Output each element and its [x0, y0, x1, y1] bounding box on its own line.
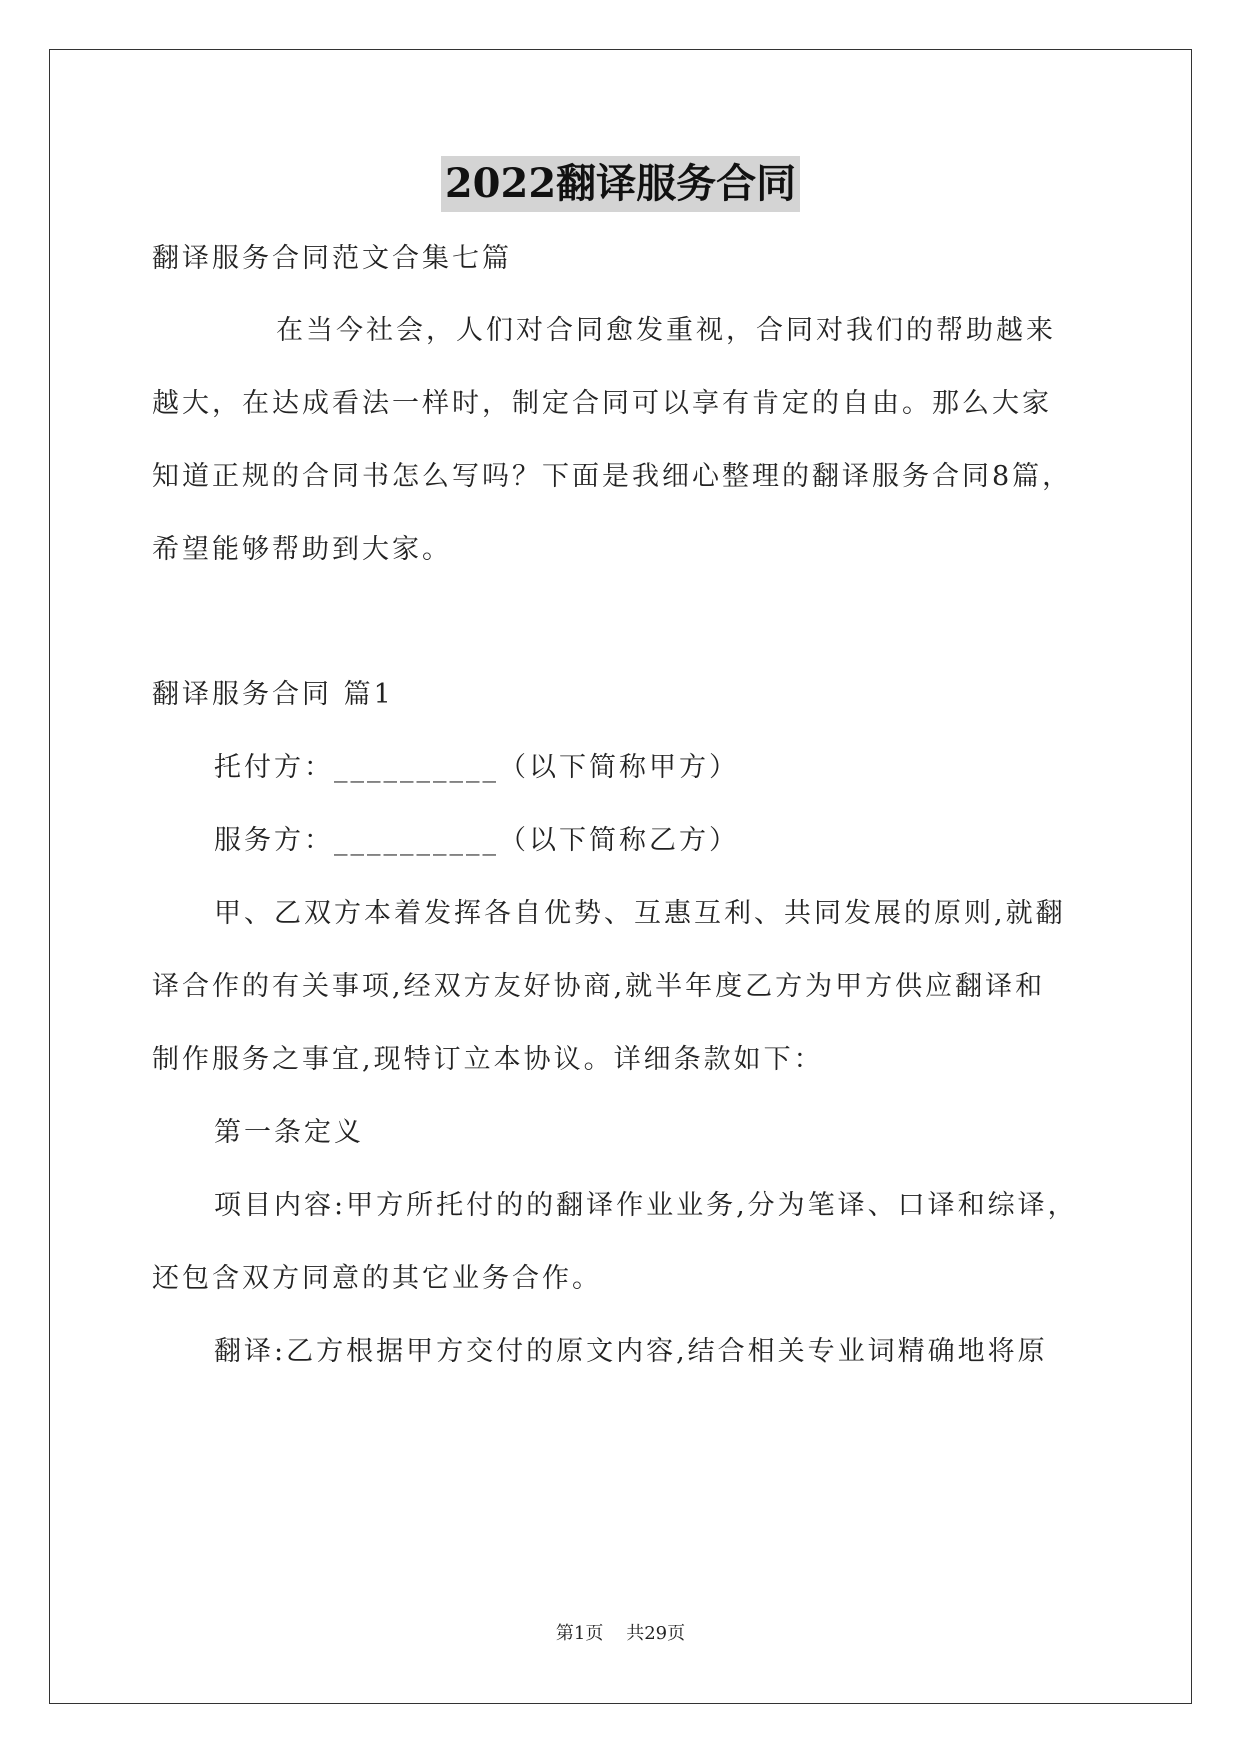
page-border: [49, 49, 1192, 1704]
title-container: [0, 156, 1241, 212]
party-a-line: 托付方：__________（以下简称甲方）: [214, 752, 739, 783]
intro-line-1: 在当今社会，人们对合同愈发重视，合同对我们的帮助越来: [276, 315, 1056, 346]
document-title: 2022翻译服务合同: [441, 156, 800, 212]
article-one-heading: 第一条定义: [214, 1117, 364, 1148]
section-heading: 翻译服务合同 篇1: [152, 679, 394, 710]
intro-line-4: 希望能够帮助到大家。: [152, 534, 452, 565]
intro-line-2: 越大，在达成看法一样时，制定合同可以享有肯定的自由。那么大家: [152, 388, 1052, 419]
preamble-line-1: 甲、乙双方本着发挥各自优势、互惠互利、共同发展的原则,就翻: [214, 898, 1066, 929]
project-line-1: 项目内容:甲方所托付的的翻译作业业务,分为笔译、口译和综译，: [214, 1190, 1078, 1221]
page-number-label: 第1页 共29页: [555, 1623, 686, 1644]
party-b-line: 服务方：__________（以下简称乙方）: [214, 825, 739, 856]
document-subtitle: 翻译服务合同范文合集七篇: [152, 243, 512, 274]
preamble-line-2: 译合作的有关事项,经双方友好协商,就半年度乙方为甲方供应翻译和: [152, 971, 1046, 1002]
intro-line-3: 知道正规的合同书怎么写吗？下面是我细心整理的翻译服务合同8篇，: [152, 461, 1073, 492]
translation-line: 翻译:乙方根据甲方交付的原文内容,结合相关专业词精确地将原: [214, 1336, 1048, 1367]
preamble-line-3: 制作服务之事宜,现特订立本协议。详细条款如下：: [152, 1044, 824, 1075]
project-line-2: 还包含双方同意的其它业务合作。: [152, 1263, 602, 1294]
page-footer: [0, 1622, 1241, 1646]
